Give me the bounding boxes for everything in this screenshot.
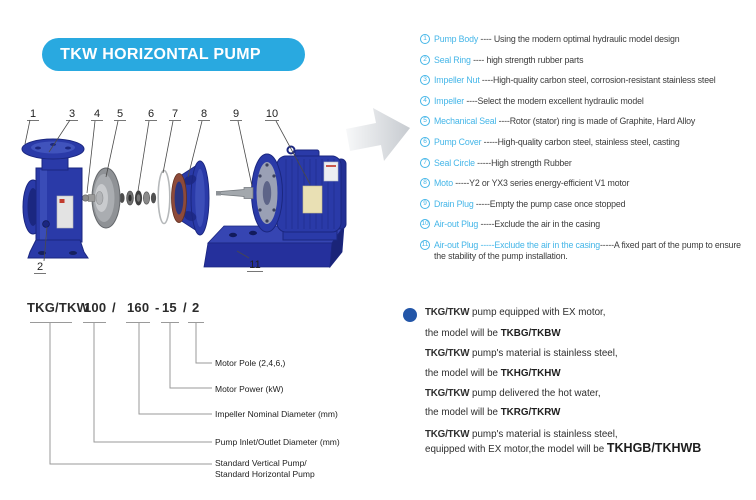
part-text: Moto -----Y2 or YX3 series energy-efficient V1 motor	[434, 178, 630, 188]
part-text: Air-out Plug -----Exclude the air in the casing	[434, 219, 601, 229]
part-number-badge: 1	[420, 34, 430, 44]
variant-result: the model will be TKRG/TKRW	[425, 407, 561, 418]
part-number-badge: 6	[420, 137, 430, 147]
model-code-segment: 160	[127, 300, 150, 315]
impeller-nut-part	[82, 195, 95, 202]
code-label-inlet-outlet: Pump Inlet/Outlet Diameter (mm)	[215, 437, 340, 447]
part-number-label: 11	[249, 259, 261, 271]
variant-condition: TKG/TKW pump's material is stainless steel,	[425, 429, 618, 440]
part-text: Seal Ring ---- high strength rubber parts	[434, 55, 584, 65]
part-number-badge: 9	[420, 199, 430, 209]
part-number-label: 9	[232, 108, 240, 120]
parts-list-item	[420, 158, 754, 169]
model-code-separator: -	[155, 300, 160, 315]
part-number-badge: 4	[420, 96, 430, 106]
parts-list-item	[420, 178, 754, 189]
model-code-separator: /	[183, 300, 187, 315]
part-text: Pump Body ---- Using the modern optimal hydraulic model design	[434, 34, 680, 44]
model-code-segment: TKG/TKW	[27, 300, 90, 315]
parts-list-item	[420, 116, 754, 127]
part-text: Seal Circle -----High strength Rubber	[434, 158, 572, 168]
part-text: Drain Plug -----Empty the pump case once stopped	[434, 199, 626, 209]
parts-list-item	[420, 96, 754, 107]
parts-list-item	[420, 75, 754, 86]
part-text: Mechanical Seal ----Rotor (stator) ring is made of Graphite, Hard Alloy	[434, 116, 696, 126]
part-number-label: 1	[29, 108, 37, 120]
code-label-motor-power: Motor Power (kW)	[215, 384, 284, 394]
pump-exploded-diagram	[0, 95, 420, 295]
flow-arrow-icon	[346, 108, 410, 161]
code-label-impeller-diameter: Impeller Nominal Diameter (mm)	[215, 409, 338, 419]
code-label-standard-vertical: Standard Vertical Pump/	[215, 458, 307, 468]
part-number-label: 6	[147, 108, 155, 120]
parts-list-item	[420, 55, 754, 66]
bullet-icon	[403, 308, 417, 322]
part-number-badge: 10	[421, 220, 429, 227]
part-number-badge: 2	[420, 55, 430, 65]
part-number-label: 3	[68, 108, 76, 120]
part-number-label: 10	[265, 108, 279, 120]
part-number-badge: 8	[420, 178, 430, 188]
model-code-segment: 100	[84, 300, 107, 315]
mechanical-seal-part	[119, 191, 156, 206]
parts-list-item	[420, 219, 754, 230]
part-number-label: 5	[116, 108, 124, 120]
motor-shaft-part	[216, 188, 253, 199]
code-label-motor-pole: Motor Pole (2,4,6,)	[215, 358, 286, 368]
title-banner	[42, 38, 305, 71]
parts-list-item	[420, 240, 754, 262]
part-text: Pump Cover -----High-quality carbon steel, stainless steel, casting	[434, 137, 680, 147]
part-number-badge: 5	[420, 116, 430, 126]
parts-list-item	[420, 137, 754, 148]
variant-result: the model will be TKBG/TKBW	[425, 328, 561, 339]
motor-part	[252, 147, 347, 241]
part-number-label: 8	[200, 108, 208, 120]
variant-result: the model will be TKHG/TKHW	[425, 368, 561, 379]
part-number-label: 4	[93, 108, 101, 120]
model-code-separator: /	[112, 300, 116, 315]
pump-cover-part	[172, 161, 210, 235]
variant-condition: TKG/TKW pump equipped with EX motor,	[425, 307, 606, 318]
part-text: Impeller ----Select the modern excellent hydraulic model	[434, 96, 644, 106]
part-number-badge: 3	[420, 75, 430, 85]
part-text: Air-out Plug -----Exclude the air in the casing-----A fixed part of the pump to ensure the stability of the pump installation.	[434, 240, 741, 261]
page-title: TKW HORIZONTAL PUMP	[60, 45, 261, 63]
part-number-label: 7	[171, 108, 179, 120]
parts-list-item	[420, 34, 754, 45]
part-number-badge: 11	[421, 241, 429, 248]
pump-body-part	[22, 139, 88, 258]
part-number-label: 2	[36, 261, 44, 273]
model-code-segment: 2	[192, 300, 200, 315]
code-label-standard-horizontal: Standard Horizontal Pump	[215, 469, 315, 479]
variant-condition: TKG/TKW pump's material is stainless steel,	[425, 348, 618, 359]
part-number-badge: 7	[420, 158, 430, 168]
parts-list-item	[420, 199, 754, 210]
variant-condition: TKG/TKW pump delivered the hot water,	[425, 388, 601, 399]
part-text: Impeller Nut ----High-quality carbon steel, corrosion-resistant stainless steel	[434, 75, 716, 85]
variant-result: equipped with EX motor,the model will be TKHGB/TKHWB	[425, 441, 702, 455]
model-code-segment: 15	[162, 300, 177, 315]
seal-circle-part	[158, 171, 170, 224]
